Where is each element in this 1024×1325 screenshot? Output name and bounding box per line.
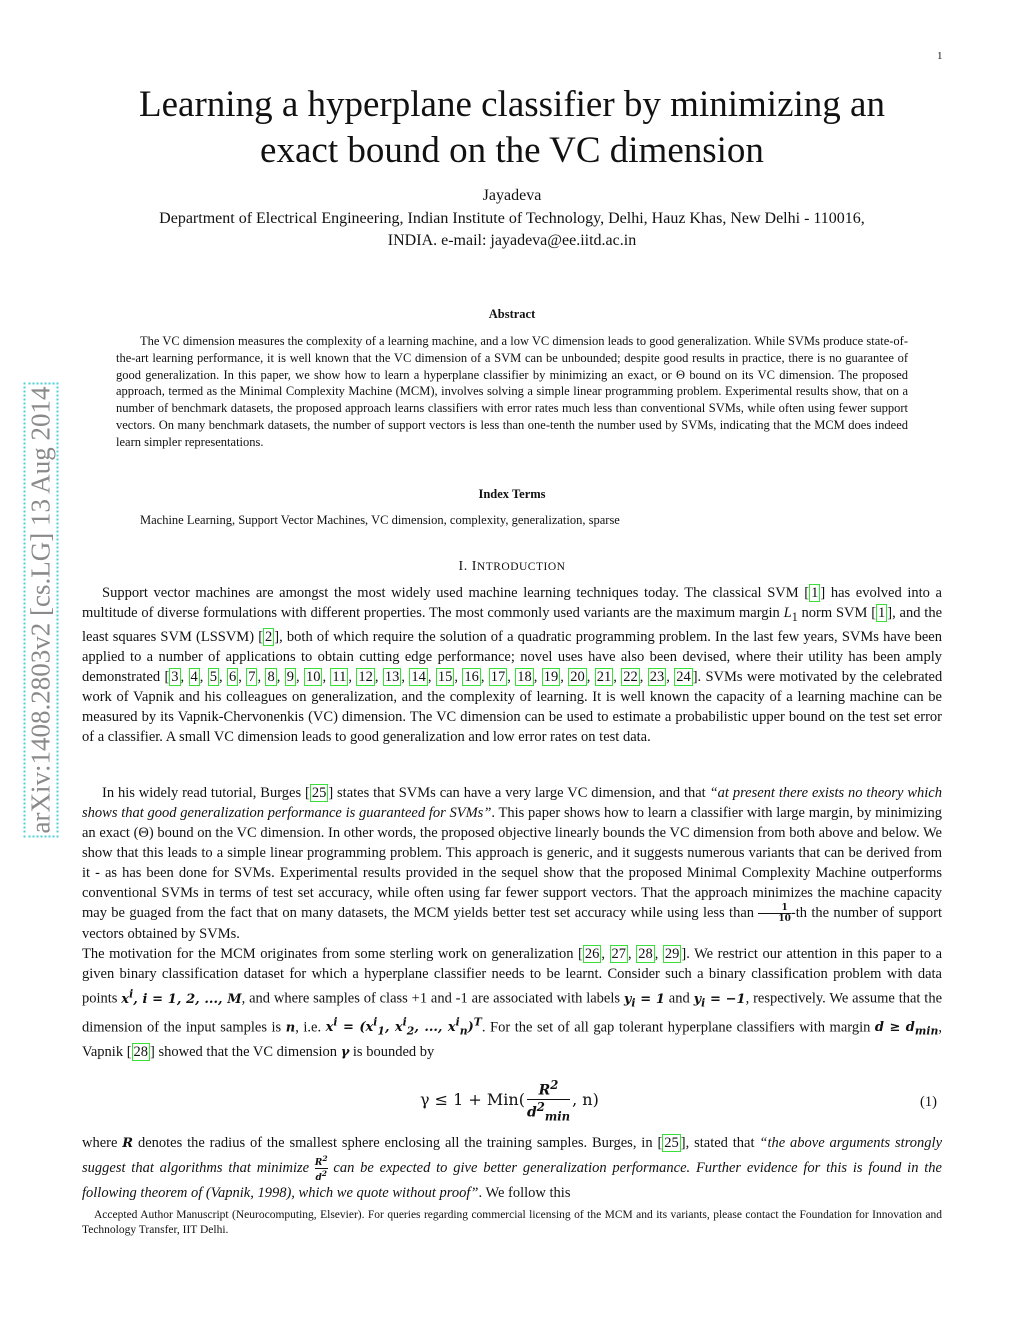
text-run: ] showed that the VC dimension: [150, 1044, 341, 1061]
fraction-r2-d2: $\frac{R^2}{d^2}$: [314, 1154, 328, 1183]
text-run: ]. We restrict our attention in this paper to a given binary classification dataset for which a hyperplane classifier needs to be learnt. Consider such a binary classification problem with data points: [82, 946, 943, 1007]
citation-link[interactable]: 21: [596, 668, 612, 685]
math-L-subscript: 1: [791, 609, 798, 624]
text-run: , i.e.: [295, 1019, 326, 1036]
citation-link[interactable]: 2: [265, 628, 273, 645]
footnote: Accepted Author Manuscript (Neurocomputing, Elsevier). For queries regarding commercial licensing of the MCM and its variants, please contact the Foundation for Innovation and Technology Transfer, IIT Delhi.: [82, 1209, 942, 1236]
citation-link[interactable]: 23: [649, 668, 665, 685]
text-run: , Vapnik [: [82, 1019, 942, 1061]
math-dimension-n: n: [285, 1020, 296, 1036]
fraction-one-tenth: [758, 903, 791, 924]
text-run: where: [82, 1135, 123, 1151]
text-run: norm SVM [: [797, 605, 877, 621]
citation-link[interactable]: 25: [311, 785, 327, 801]
text-run: ] has evolved into a multitude of diverse formulations with different properties. The most commonly used variants are the maximum margin: [82, 585, 942, 621]
citation-link[interactable]: 26: [584, 946, 600, 963]
affiliation-line-2: INDIA. e-mail: jayadeva@ee.iitd.ac.in: [387, 232, 637, 249]
abstract-heading: Abstract: [488, 307, 536, 321]
math-margin: $d \ge d_{min}$: [874, 1020, 939, 1039]
citation-link[interactable]: 16: [464, 668, 479, 685]
citation-link[interactable]: 19: [543, 668, 559, 685]
citation-link[interactable]: 6: [229, 668, 237, 685]
citation-link[interactable]: 5: [209, 668, 218, 685]
text-run: denotes the radius of the smallest sphere enclosing all the training samples. Burges, in [: [133, 1135, 663, 1151]
citation-link[interactable]: 14: [411, 668, 426, 685]
citation-link[interactable]: 8: [267, 668, 275, 685]
author-affiliation: [60, 208, 964, 252]
citation-link[interactable]: 24: [676, 668, 691, 685]
citation-list: 26 , 27 , 28 , 29: [584, 946, 680, 963]
citation-link[interactable]: 15: [437, 668, 453, 685]
equation-rhs: , n): [572, 1090, 599, 1110]
citation-link[interactable]: 28: [638, 946, 653, 963]
math-sample-vector: $x^i = (x^i_1$, $x^i_2$, ..., $x^i_n)^T$: [325, 1016, 482, 1039]
section-numeral: I.: [458, 559, 468, 574]
text-run: In his widely read tutorial, Burges [: [102, 785, 310, 801]
citation-link[interactable]: 7: [248, 668, 256, 685]
math-label-negative: $y_i = -1$: [693, 991, 746, 1010]
fraction-denominator: 10: [778, 914, 791, 925]
text-run: , respectively. We assume that the dimension of the input samples is: [82, 990, 943, 1036]
text-run: , and where samples of class +1 and -1 are associated with labels: [241, 990, 624, 1007]
citation-link[interactable]: 20: [570, 668, 585, 685]
text-run: ] states that SVMs can have a very large VC dimension, and that: [328, 785, 710, 801]
math-gamma: γ: [340, 1045, 350, 1061]
equation-lhs: γ ≤ 1 + Min(: [420, 1090, 525, 1110]
abstract-text: The VC dimension measures the complexity of a learning machine, and a low VC dimension leads to good generalization. While SVMs produce state-of-the-art learning performance, it is well known that the VC dimension of a SVM can be unbounded; despite good results in practice, there is no guarantee of good generalization. In this paper, we show how to learn a hyperplane classifier by minimizing an exact, or Θ bound on its VC dimension. The proposed approach, termed as the Minimal Complexity Machine (MCM), involves solving a simple linear programming problem. Experimental results show, that on a number of benchmark datasets, the proposed approach learns classifiers with error rates much less than conventional SVMs, while often using fewer support vectors. On many benchmark datasets, the number of support vectors is less than one-tenth the number used by SVMs, indicating that the MCM does indeed learn simpler representations.: [116, 334, 908, 449]
math-L: L: [783, 605, 792, 621]
section-title-initial: I: [471, 559, 477, 574]
text-run: -th the number of support vectors obtained by SVMs.: [82, 905, 942, 943]
citation-link[interactable]: 9: [286, 668, 294, 685]
title-line-2: exact bound on the VC dimension: [260, 130, 764, 171]
arxiv-identifier[interactable]: arXiv:1408.2803v2 [cs.LG] 13 Aug 2014: [24, 383, 59, 838]
citation-link[interactable]: 25: [664, 1135, 679, 1151]
citation-link[interactable]: 11: [332, 668, 347, 685]
citation-link[interactable]: 27: [611, 946, 627, 963]
citation-link[interactable]: 22: [623, 668, 638, 685]
math-data-points: $x^i$, i = 1, 2, ..., M: [121, 987, 242, 1007]
text-run: ], stated that: [680, 1135, 760, 1151]
equation-1: [420, 1078, 599, 1123]
citation-link[interactable]: 1: [878, 605, 886, 621]
citation-link[interactable]: 1: [811, 585, 819, 601]
text-run: The motivation for the MCM originates from some sterling work on generalization [: [82, 946, 583, 963]
index-terms: Machine Learning, Support Vector Machines, VC dimension, complexity, generalization, sparse: [140, 513, 620, 527]
text-run: ], both of which require the solution of a quadratic programming problem. In the last few years, SVMs have been applied to a number of applications to obtain cutting edge performance; novel uses have also been devised, where their utility has been amply demonstrated [: [82, 628, 942, 685]
text-run: . We follow this: [478, 1185, 571, 1201]
text-run: Support vector machines are amongst the most widely used machine learning techniques today. The classical SVM [: [102, 585, 810, 601]
equation-fraction: $\frac{R^2}{d^2_{min}}$: [526, 1078, 571, 1124]
math-radius: R: [122, 1136, 134, 1151]
page-number: 1: [937, 50, 943, 62]
affiliation-line-1: Department of Electrical Engineering, Indian Institute of Technology, Delhi, Hauz Khas, New Delhi - 110016,: [159, 210, 865, 227]
citation-link[interactable]: 17: [490, 668, 506, 685]
paper-title: [60, 82, 964, 174]
fraction-numerator: 1: [758, 903, 791, 914]
citation-link[interactable]: 4: [190, 668, 198, 685]
text-run: . For the set of all gap tolerant hyperplane classifiers with margin: [481, 1019, 875, 1036]
index-terms-heading: Index Terms: [478, 487, 546, 501]
citation-link[interactable]: 18: [517, 668, 532, 685]
intro-paragraph-1: [82, 583, 942, 747]
text-run: and: [664, 990, 694, 1007]
text-run: is bounded by: [349, 1044, 435, 1061]
citation-link[interactable]: 28: [133, 1044, 149, 1061]
intro-paragraph-4: [82, 1133, 942, 1203]
equation-number: (1): [920, 1094, 937, 1110]
section-heading-introduction: [0, 559, 1024, 575]
burges-quote-2: “the above arguments strongly suggest that algorithms that minimize $\frac{R^2}{d^2}$ can be expected to give better generalization performance. Further evidence for this is found in the following theorem of (Vapnik, 1998), which we quote without proof”: [82, 1135, 943, 1201]
citation-link[interactable]: 3: [171, 668, 179, 685]
citation-link[interactable]: 10: [305, 668, 321, 685]
intro-paragraph-2: [82, 783, 942, 1063]
citation-list: 3 , 4 , 5 , 6 , 7 , 8 , 9 , 10 , 11 , 12 , 13 , 14 , 15 , 16 , 17 , 18 , 19 , 20 , 21 , 22 , 23 , 24: [171, 668, 691, 685]
burges-quote: “at present there exists no theory which shows that good generalization performance is guaranteed for SVMs”: [82, 785, 942, 821]
text-run: ], and the least squares SVM (LSSVM) [: [82, 605, 943, 645]
author-name: Jayadeva: [482, 187, 542, 204]
citation-link[interactable]: 12: [358, 668, 373, 685]
citation-link[interactable]: 29: [664, 946, 680, 963]
arxiv-stamp: [16, 320, 66, 900]
math-label-positive: $y_i = 1$: [623, 991, 665, 1010]
title-line-1: Learning a hyperplane classifier by minimizing an: [139, 84, 885, 125]
text-run: . This paper shows how to learn a classifier with large margin, by minimizing an exact (Θ) bound on the VC dimension. In other words, the proposed objective linearly bounds the VC dimension from both above and below. We show that this leads to a simple linear programming problem. This approach is generic, and it suggests numerous variants that can be derived from it - as has been done for SVMs. Experimental results provided in the sequel show that the proposed Minimal Complexity Machine outperforms conventional SVMs in terms of test set accuracy, while often using far fewer support vectors. That the approach minimizes the machine capacity may be guaged from the fact that on many datasets, the MCM yields better test set accuracy while using less than: [82, 805, 942, 921]
text-run: ]. SVMs were motivated by the celebrated work of Vapnik and his colleagues on generalization, and the complexity of learning. It is well known the capacity of a learning machine can be measured by its Vapnik-Chervonenkis (VC) dimension. The VC dimension can be used to estimate a probabilistic upper bound on the test set error of a classifier. A small VC dimension leads to good generalization and low error rates on test data.: [82, 668, 943, 745]
section-title-rest: NTRODUCTION: [476, 561, 566, 573]
citation-link[interactable]: 13: [384, 668, 400, 685]
